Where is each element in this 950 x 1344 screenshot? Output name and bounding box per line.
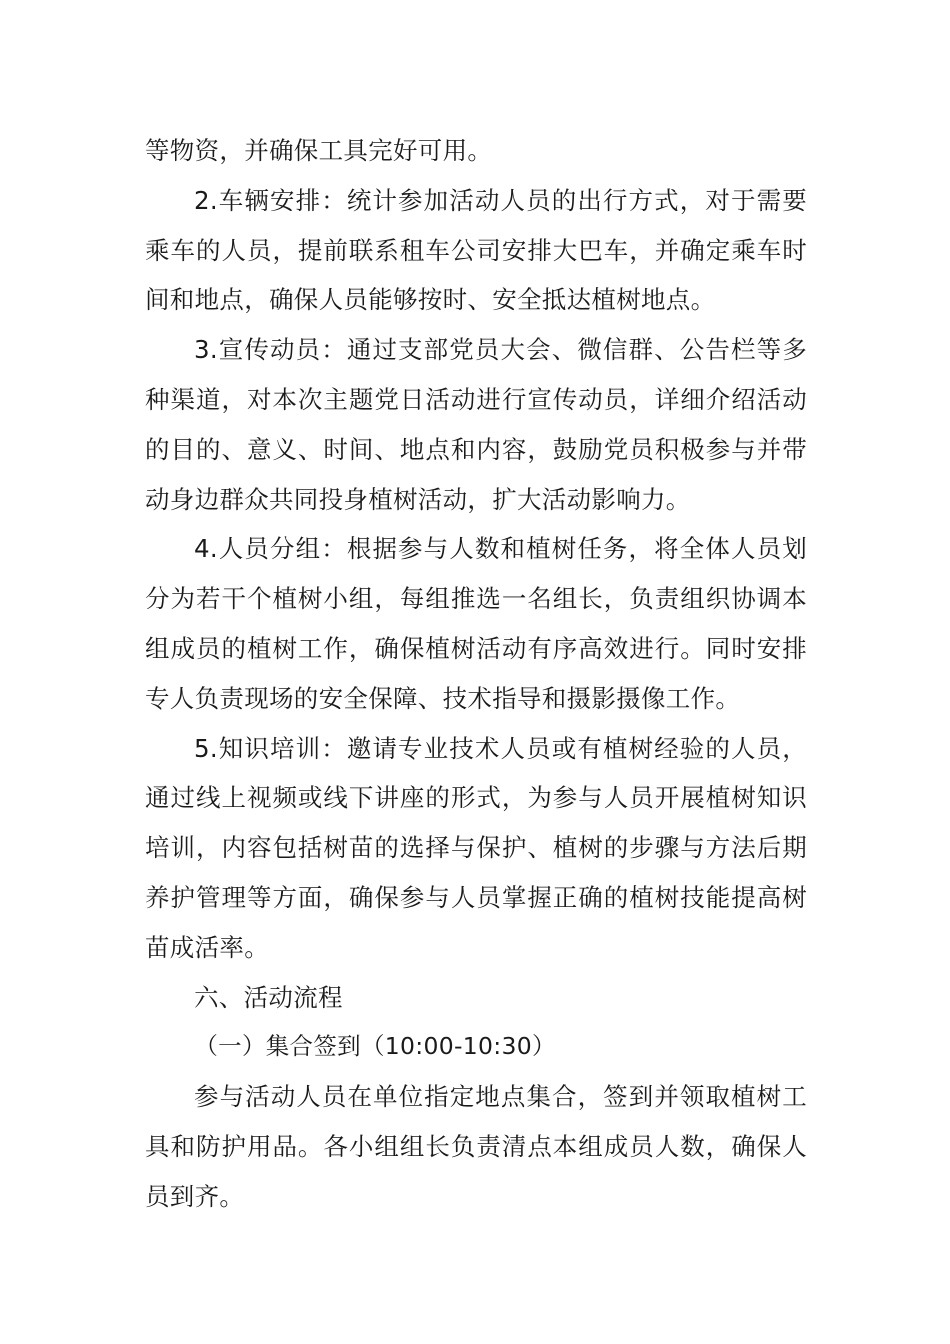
paragraph-knowledge-training: 5.知识培训：邀请专业技术人员或有植树经验的人员，通过线上视频或线下讲座的形式，为参与人员开展植树知识培训，内容包括树苗的选择与保护、植树的步骤与方法后期养护管理等方面，确保参与人员掌握正确的植树技能提高树苗成活率。 xyxy=(145,733,807,962)
paragraph-materials-continued: 等物资，并确保工具完好可用。 xyxy=(145,136,493,165)
paragraph-publicity-mobilization: 3.宣传动员：通过支部党员大会、微信群、公告栏等多种渠道，对本次主题党日活动进行宣传动员，详细介绍活动的目的、意义、时间、地点和内容，鼓励党员积极参与并带动身边群众共同投身植树活动，扩大活动影响力。 xyxy=(145,335,807,514)
paragraph-vehicle-arrangement: 2.车辆安排：统计参加活动人员的出行方式，对于需要乘车的人员，提前联系租车公司安排大巴车，并确定乘车时间和地点，确保人员能够按时、安全抵达植树地点。 xyxy=(145,185,807,315)
paragraph-personnel-grouping: 4.人员分组：根据参与人数和植树任务，将全体人员划分为若干个植树小组，每组推选一名组长，负责组织协调本组成员的植树工作，确保植树活动有序高效进行。同时安排专人负责现场的安全保障、技术指导和摄影摄像工作。 xyxy=(145,534,807,713)
paragraph-check-in-details: 参与活动人员在单位指定地点集合，签到并领取植树工具和防护用品。各小组组长负责清点本组成员人数，确保人员到齐。 xyxy=(145,1082,807,1211)
section-heading-activity-process: 六、活动流程 xyxy=(194,982,343,1012)
document-body xyxy=(145,126,807,1222)
subsection-heading-check-in: （一）集合签到（10:00-10:30） xyxy=(194,1032,556,1061)
